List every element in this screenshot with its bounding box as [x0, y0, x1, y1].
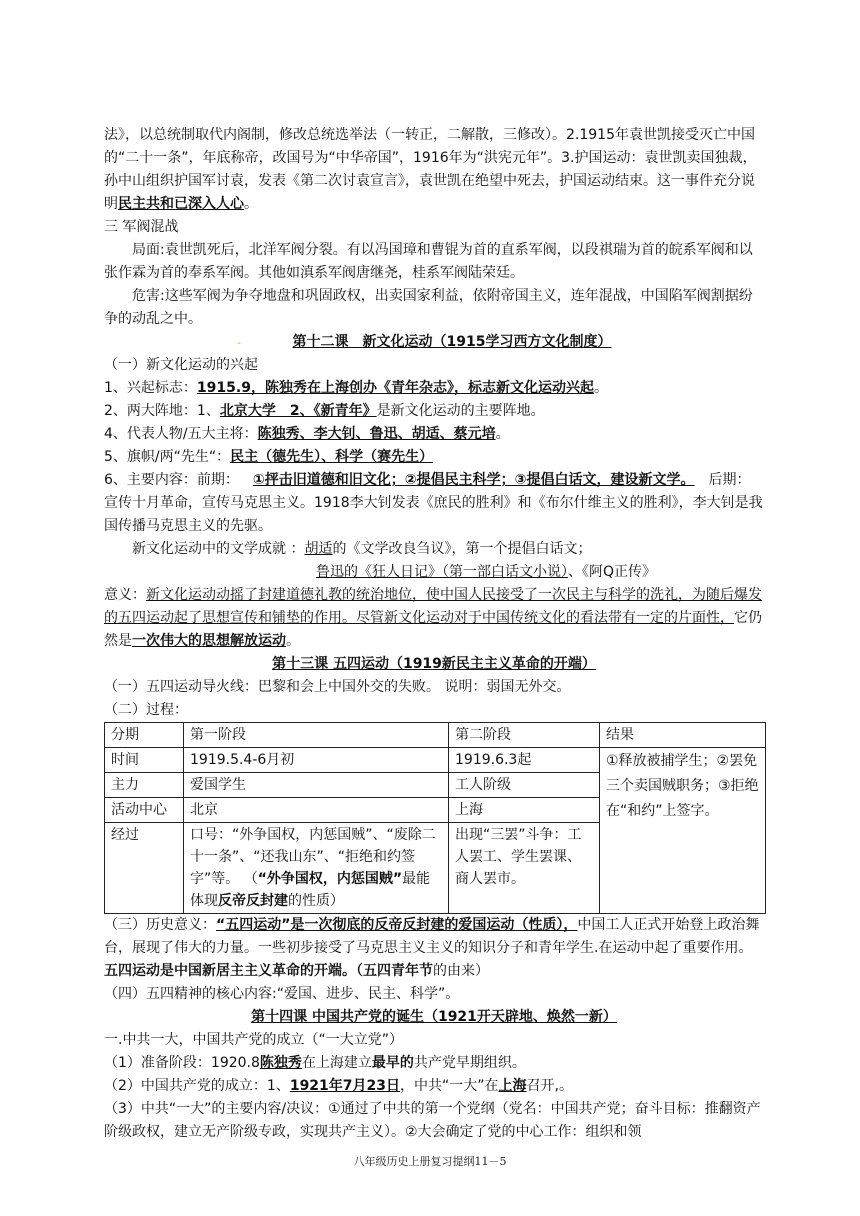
item4-end: 。	[495, 426, 510, 442]
lit-luxun: 鲁迅的《狂人日记》（第一部白话文小说）	[316, 564, 568, 580]
hist-emphasis: “五四运动”是一次彻底的反帝反封建的爱国运动（性质），	[216, 917, 578, 933]
lesson12-title: 第十二课 新文化运动（1915学习西方文化制度）	[292, 334, 612, 350]
hist-emphasis-2: 五四运动是中国新居主主义革命的开端。（五四青年节	[104, 963, 433, 979]
margin-mark: -	[237, 336, 241, 349]
may-fourth-table	[104, 722, 766, 914]
process-mid: 最能体现	[190, 871, 431, 909]
item6-end: 后期：宣传十月革命，宣传马克思主义。1918李大钊发表《庶民的胜利》和《布尔什维主义的胜利》，李大钊是我国传播马克思主义的先驱。	[104, 472, 763, 534]
table-header-row	[105, 723, 766, 748]
lesson12-item4	[104, 423, 764, 446]
l2-pre: （1）准备阶段：1920.8	[104, 1055, 260, 1071]
lesson12-item2	[104, 400, 764, 423]
page-footer: 八年级历史上册复习提纲11－5	[353, 1155, 507, 1168]
lesson13-process: （二）过程：	[104, 702, 188, 718]
lit-luxun-work: 、《阿Q正传》	[568, 564, 657, 580]
l3-pre: （2）中国共产党的成立：1、	[104, 1078, 290, 1094]
table-header-cell: 分期	[105, 723, 184, 748]
item2-end: 是新文化运动的主要阵地。	[376, 403, 545, 419]
lit-hushi: 胡适	[304, 541, 333, 557]
lesson12-item5	[104, 446, 764, 469]
process-end: 的性质）	[288, 893, 344, 909]
l3-end: 召开,。	[526, 1078, 573, 1094]
lesson12-item1	[104, 377, 764, 400]
item6-emphasis: ①抨击旧道德和旧文化；②提倡民主科学；③提倡白话文，建设新文学。	[252, 472, 695, 488]
section-warlords-heading: 三 军阀混战	[104, 219, 179, 235]
hist-mid: 中国工人正式开始登上政治舞台，展现了伟大的力量。一些初步接受了马克思主义主义的知识分子和青年学生.在运动中起了重要作用。	[104, 917, 760, 956]
process-key-slogan: “外争国权，内惩国贼”	[257, 871, 403, 887]
l2-mid: 在上海建立	[301, 1055, 372, 1071]
table-cell: 时间	[105, 748, 184, 773]
table-cell: 北京	[184, 798, 449, 823]
table-cell-process-1	[184, 823, 449, 914]
warlords-situation: 局面:袁世凯死后，北洋军阀分裂。有以冯国璋和曹锟为首的直系军阀，以段祺瑞为首的皖系军阀和以张作霖为首的奉系军阀。其他如滇系军阀唐继尧，桂系军阀陆荣廷。	[104, 242, 753, 281]
l3-mid: ，中共“一大”在	[400, 1078, 499, 1094]
lesson13-spirit: （四）五四精神的核心内容:“爱国、进步、民主、科学”。	[104, 986, 460, 1002]
intro-emphasis: 民主共和已深入人心	[118, 196, 244, 212]
item1-end: 。	[593, 380, 608, 396]
sig-underlined: 新文化运动动摇了封建道德礼教的统治地位，使中国人民接受了一次民主与科学的洗礼，为随后爆发的五四运动起了思想宣传和铺垫的作用。尽管新文化运动对于中国传统文化的看法带有一定的片面性，	[104, 587, 762, 626]
item2-label: 2、两大阵地：1、	[104, 403, 220, 419]
lesson14-line4: （3）中共“一大”的主要内容/决议：①通过了中共的第一个党纲（党名：中国共产党；奋斗目标：推翻资产阶级政权，建立无产阶级专政，实现共产主义）。②大会确定了党的中心工作：组织和领	[104, 1101, 761, 1140]
table-cell: 爱国学生	[184, 773, 449, 798]
hist-label: （三）历史意义：	[104, 917, 216, 933]
lesson14-title: 第十四课 中国共产党的诞生（1921开天辟地、焕然一新）	[251, 1009, 617, 1025]
table-cell: 1919.5.4-6月初	[184, 748, 449, 773]
table-cell: 1919.6.3起	[449, 748, 600, 773]
l2-earliest: 最早的	[371, 1055, 414, 1071]
lesson14-line2	[104, 1052, 764, 1075]
lesson12-heading1: （一）新文化运动的兴起	[104, 357, 258, 373]
item5-emphasis: 民主（德先生）、科学（赛先生）	[230, 449, 434, 465]
intro-paragraph	[104, 124, 764, 216]
intro-text: 法》，以总统制取代内阁制，修改总统选举法（一转正，二解散，三修改）。2.1915年袁世凯接受灭亡中国的“二十一条”，年底称帝，改国号为“中华帝国”，1916年为“洪宪元年”。3.护国运动：袁世凯卖国独裁，孙中山组织护国军讨袁，发表《第二次讨袁宣言》，袁世凯在绝望中死去，护国运动结束。这一事件充分说明	[104, 127, 757, 212]
lesson12-literature-2	[104, 561, 764, 584]
table-cell: 工人阶级	[449, 773, 600, 798]
process-slogans: 口号：“外争国权，内惩国贼”、“废除二十一条”、“还我山东”、“拒绝和约签字”等。 （	[190, 827, 436, 887]
process-nature: 反帝反封建	[218, 893, 288, 909]
lesson13-historical-meaning	[104, 914, 764, 983]
lit-label: 新文化运动中的文学成就 ：	[132, 541, 305, 557]
table-cell: 活动中心	[105, 798, 184, 823]
lesson12-significance	[104, 584, 764, 653]
table-result-cell: ①释放被捕学生；②罢免三个卖国贼职务；③拒绝在“和约”上签字。	[600, 748, 766, 914]
sig-label: 意义：	[104, 587, 146, 603]
l2-end: 共产党早期组织。	[413, 1055, 526, 1071]
warlords-harm: 危害:这些军阀为争夺地盘和巩固政权，出卖国家利益，依附帝国主义，连年混战，中国陷军阀割据纷争的动乱之中。	[104, 288, 753, 327]
table-header-cell: 结果	[600, 723, 766, 748]
lesson13-title: 第十三课 五四运动（1919新民主主义革命的开端）	[272, 656, 596, 672]
item1-label: 1、兴起标志：	[104, 380, 197, 396]
sig-emphasis: 一次伟大的思想解放运动	[132, 633, 286, 649]
table-cell: 经过	[105, 823, 184, 914]
sig-mid: 它仍然是	[104, 610, 762, 649]
table-cell: 主力	[105, 773, 184, 798]
item2-emphasis: 北京大学 2、《新青年》	[219, 403, 377, 419]
table-header-cell: 第二阶段	[449, 723, 600, 748]
table-cell-process-2: 出现“三罢”斗争：工人罢工、学生罢课、商人罢市。	[449, 823, 600, 914]
table-cell: 上海	[449, 798, 600, 823]
lit-hushi-work: 的《文学改良刍议》，第一个提倡白话文；	[332, 541, 592, 557]
item6-label: 6、主要内容：前期：	[104, 472, 239, 488]
l2-chen: 陈独秀	[259, 1055, 302, 1071]
sig-end: 。	[286, 633, 300, 649]
lesson14-line3	[104, 1075, 764, 1098]
l3-shanghai: 上海	[498, 1078, 527, 1094]
item1-emphasis: 1915.9，陈独秀在上海创办《青年杂志》，标志新文化运动兴起	[196, 380, 594, 396]
intro-end: 。	[244, 196, 258, 212]
hist-end: 的由来）	[433, 963, 489, 979]
table-row	[105, 748, 766, 773]
lesson12-item6	[104, 469, 764, 538]
lesson13-fuse: （一）五四运动导火线：巴黎和会上中国外交的失败。 说明：弱国无外交。	[104, 679, 571, 695]
item5-label: 5、旗帜/两“先生“：	[104, 449, 231, 465]
item4-emphasis: 陈独秀、李大钊、鲁迅、胡适、蔡元培	[257, 426, 496, 442]
table-header-cell: 第一阶段	[184, 723, 449, 748]
l3-date: 1921年7月23日	[289, 1078, 401, 1094]
lesson12-literature	[104, 538, 764, 561]
item4-label: 4、代表人物/五大主将：	[104, 426, 258, 442]
lesson14-line1: 一.中共一大，中国共产党的成立（“一大立党”）	[104, 1032, 403, 1048]
page-content	[104, 124, 764, 1144]
